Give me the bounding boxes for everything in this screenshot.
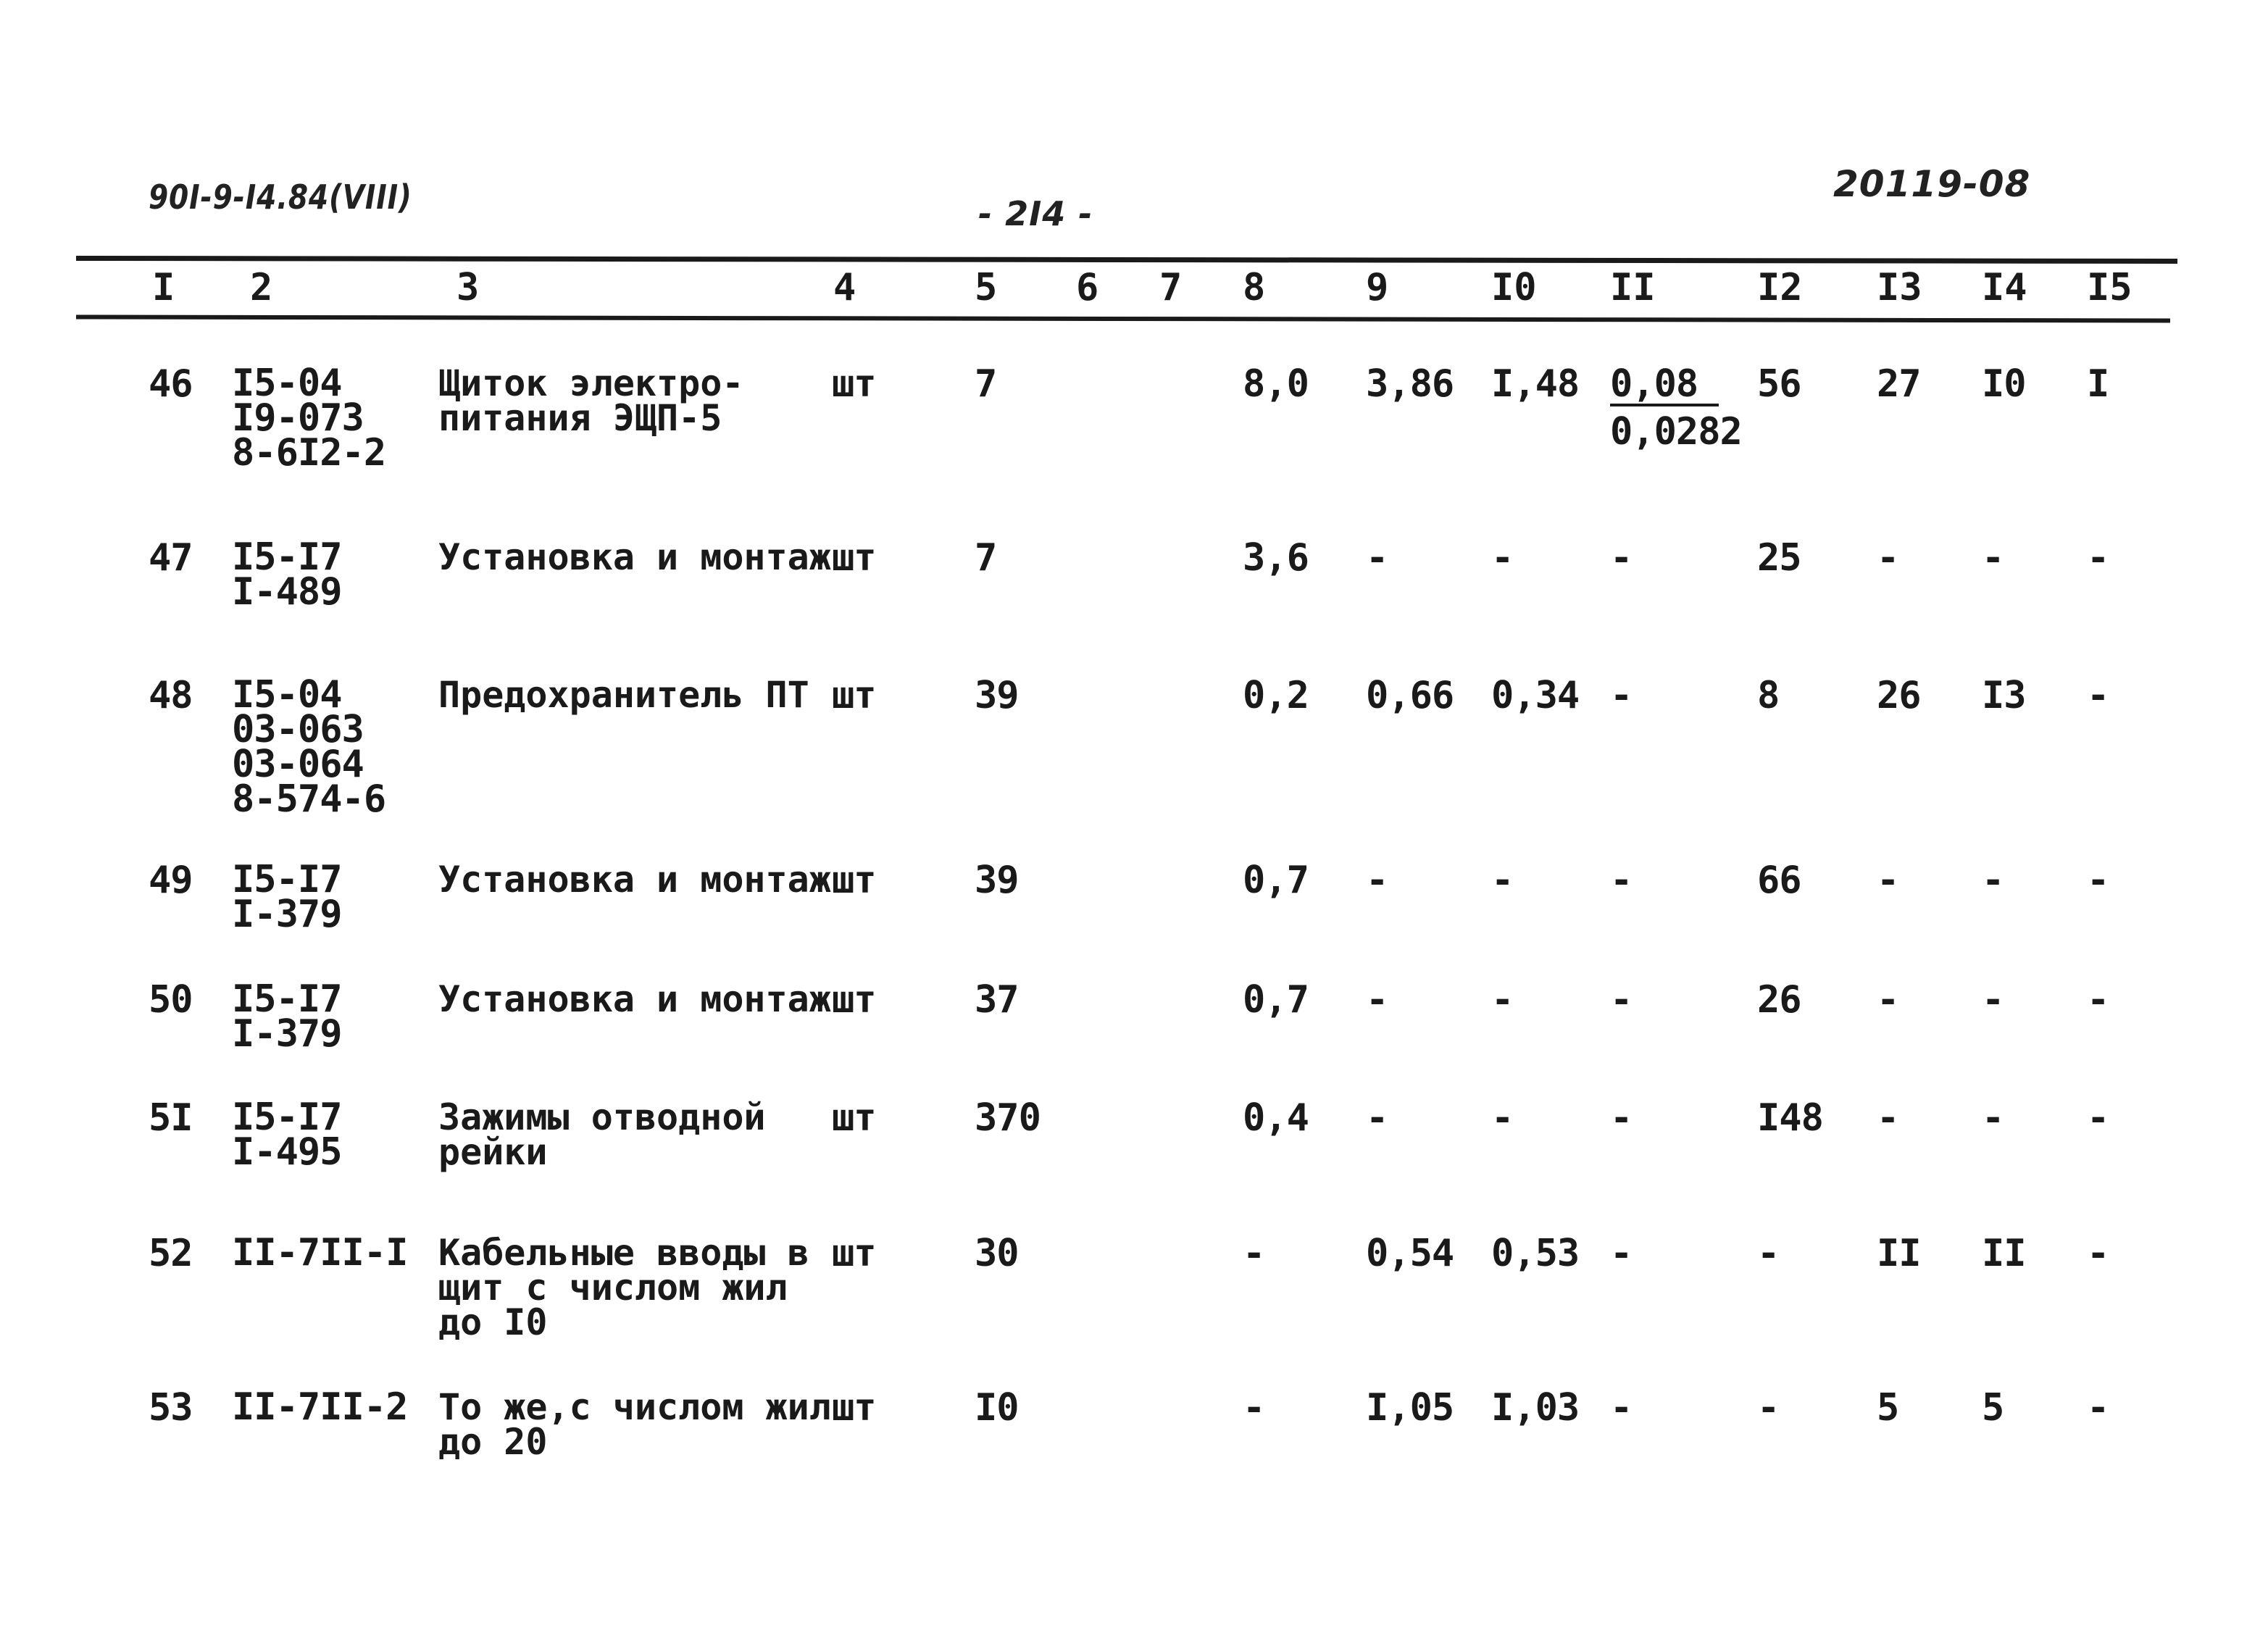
col-12-value: 66: [1757, 859, 1801, 902]
col-8-value: 3,6: [1243, 536, 1309, 580]
quantity: 39: [975, 674, 1019, 717]
row-number: 5I: [149, 1096, 193, 1140]
column-header: 9: [1366, 266, 1389, 309]
price-codes: [232, 673, 386, 821]
col-13-value: -: [1877, 536, 1899, 580]
unit-of-measure: шт: [832, 1386, 876, 1430]
col-11-top: -: [1610, 674, 1633, 717]
col-11-value: [1610, 1232, 1633, 1275]
column-header: 5: [975, 266, 998, 309]
col-15-value: -: [2087, 978, 2109, 1022]
col-8-value: 0,7: [1243, 978, 1309, 1022]
col-10-value: 0,53: [1491, 1232, 1580, 1275]
col-13-value: -: [1877, 978, 1899, 1022]
price-code: 03-063: [232, 708, 364, 751]
price-code: I5-I7: [232, 977, 342, 1021]
col-12-value: -: [1757, 1232, 1780, 1275]
quantity: 370: [975, 1096, 1041, 1140]
price-code: I5-04: [232, 362, 342, 405]
col-14-value: I3: [1982, 674, 2026, 717]
column-header: 2: [250, 266, 273, 309]
price-code: I-379: [232, 1012, 342, 1056]
col-13-value: -: [1877, 859, 1899, 902]
column-header: 7: [1159, 266, 1183, 309]
col-8-value: 0,4: [1243, 1096, 1309, 1140]
column-header: 8: [1243, 266, 1266, 309]
column-header: I4: [1982, 266, 2027, 309]
col-14-value: 5: [1982, 1386, 2004, 1430]
price-code: I-495: [232, 1130, 342, 1174]
price-codes: [232, 535, 342, 614]
column-header: 3: [456, 266, 480, 309]
unit-of-measure: шт: [832, 978, 876, 1022]
row-number: 52: [149, 1232, 193, 1275]
header-bottom-rule: [76, 314, 2170, 322]
table-top-rule: [76, 256, 2177, 264]
col-9-value: -: [1366, 1096, 1388, 1140]
col-12-value: 8: [1757, 674, 1780, 717]
col-15-value: -: [2087, 1096, 2109, 1140]
row-number: 50: [149, 978, 193, 1022]
price-codes: [232, 1096, 342, 1174]
column-header: 6: [1076, 266, 1099, 309]
col-11-top: -: [1610, 859, 1633, 902]
col-15-value: -: [2087, 674, 2109, 717]
row-number: 53: [149, 1386, 193, 1430]
quantity: 30: [975, 1232, 1019, 1275]
item-name: Предохранитель ПТ: [438, 674, 809, 716]
col-9-value: -: [1366, 978, 1388, 1022]
unit-of-measure: шт: [832, 1096, 876, 1140]
col-13-value: 26: [1877, 674, 1921, 717]
col-11-value: [1610, 362, 1742, 454]
col-13-value: 5: [1877, 1386, 1899, 1430]
quantity: I0: [975, 1386, 1019, 1430]
col-13-value: II: [1877, 1232, 1921, 1275]
row-number: 48: [149, 674, 193, 717]
col-9-value: -: [1366, 859, 1388, 902]
col-15-value: -: [2087, 536, 2109, 580]
col-14-value: I0: [1982, 362, 2026, 406]
item-name: Установка и монтаж: [438, 536, 831, 578]
row-number: 47: [149, 536, 193, 580]
col-11-top: -: [1610, 1232, 1633, 1275]
col-9-value: 0,66: [1366, 674, 1454, 717]
col-15-value: -: [2087, 1386, 2109, 1430]
col-11-value: [1610, 536, 1633, 580]
unit-of-measure: шт: [832, 859, 876, 902]
col-12-value: 26: [1757, 978, 1801, 1022]
column-header: I5: [2087, 266, 2132, 309]
price-code: II-7II-I: [232, 1231, 408, 1275]
price-code: I5-I7: [232, 535, 342, 579]
price-code: I-379: [232, 893, 342, 936]
col-9-value: -: [1366, 536, 1388, 580]
col-8-value: -: [1243, 1386, 1265, 1430]
price-code: I-489: [232, 570, 342, 614]
col-12-value: 56: [1757, 362, 1801, 406]
col-11-value: [1610, 674, 1633, 717]
price-codes: [232, 977, 342, 1056]
col-10-value: 0,34: [1491, 674, 1580, 717]
price-code: I5-04: [232, 673, 342, 717]
col-11-top: -: [1610, 1386, 1633, 1430]
column-header: II: [1610, 266, 1656, 309]
col-11-value: [1610, 978, 1633, 1022]
quantity: 7: [975, 536, 997, 580]
quantity: 7: [975, 362, 997, 406]
item-name: Кабельные вводы в щит с числом жил до I0: [438, 1232, 809, 1343]
price-code: I9-073: [232, 396, 364, 440]
price-codes: [232, 1231, 408, 1275]
col-14-value: -: [1982, 859, 2004, 902]
item-name: Зажимы отводной рейки: [438, 1096, 766, 1173]
unit-of-measure: шт: [832, 1232, 876, 1275]
row-number: 49: [149, 859, 193, 902]
col-15-value: I: [2087, 362, 2109, 406]
col-15-value: -: [2087, 859, 2109, 902]
col-13-value: 27: [1877, 362, 1921, 406]
col-10-value: -: [1491, 1096, 1514, 1140]
item-name: Щиток электро-питания ЭЩП-5: [438, 362, 744, 439]
col-11-value: [1610, 1386, 1633, 1430]
price-codes: [232, 362, 386, 475]
col-11-top: -: [1610, 536, 1633, 580]
col-10-value: -: [1491, 536, 1514, 580]
col-8-value: 0,2: [1243, 674, 1309, 717]
col-12-value: -: [1757, 1386, 1780, 1430]
col-11-top: -: [1610, 978, 1633, 1022]
col-9-value: I,05: [1366, 1386, 1454, 1430]
col-11-value: [1610, 859, 1633, 902]
price-code: I5-I7: [232, 858, 342, 901]
page-number: - 2I4 -: [978, 194, 1093, 233]
price-code: II-7II-2: [232, 1385, 408, 1429]
col-10-value: I,03: [1491, 1386, 1580, 1430]
col-11-top: -: [1610, 1096, 1633, 1140]
price-code: 8-574-6: [232, 777, 386, 821]
item-name: Установка и монтаж: [438, 978, 831, 1020]
col-10-value: -: [1491, 978, 1514, 1022]
col-8-value: 8,0: [1243, 362, 1309, 406]
col-8-value: 0,7: [1243, 859, 1309, 902]
col-12-value: 25: [1757, 536, 1801, 580]
unit-of-measure: шт: [832, 362, 876, 406]
quantity: 37: [975, 978, 1019, 1022]
price-code: 8-6I2-2: [232, 431, 386, 475]
row-number: 46: [149, 362, 193, 406]
col-14-value: II: [1982, 1232, 2026, 1275]
archive-number: 20119-08: [1833, 163, 2031, 205]
column-header: I3: [1877, 266, 1922, 309]
col-14-value: -: [1982, 1096, 2004, 1140]
col-13-value: -: [1877, 1096, 1899, 1140]
col-11-value: [1610, 1096, 1633, 1140]
col-12-value: I48: [1757, 1096, 1823, 1140]
price-code: I5-I7: [232, 1096, 342, 1139]
col-15-value: -: [2087, 1232, 2109, 1275]
col-9-value: 0,54: [1366, 1232, 1454, 1275]
column-header: I2: [1757, 266, 1803, 309]
unit-of-measure: шт: [832, 536, 876, 580]
column-header: I0: [1491, 266, 1537, 309]
price-codes: [232, 858, 342, 936]
col-9-value: 3,86: [1366, 362, 1454, 406]
item-name: Установка и монтаж: [438, 859, 831, 901]
quantity: 39: [975, 859, 1019, 902]
col-11-bottom: 0,0282: [1610, 410, 1742, 454]
col-14-value: -: [1982, 978, 2004, 1022]
col-8-value: -: [1243, 1232, 1265, 1275]
col-10-value: -: [1491, 859, 1514, 902]
col-14-value: -: [1982, 536, 2004, 580]
column-header: 4: [833, 266, 856, 309]
unit-of-measure: шт: [832, 674, 876, 717]
price-codes: [232, 1385, 408, 1429]
item-name: То же,с числом жил до 20: [438, 1386, 831, 1463]
document-code: 90I-9-I4.84(VIII): [149, 178, 412, 217]
col-11-top: 0,08: [1610, 366, 1719, 406]
price-code: 03-064: [232, 743, 364, 786]
col-10-value: I,48: [1491, 362, 1580, 406]
column-header: I: [152, 266, 175, 309]
